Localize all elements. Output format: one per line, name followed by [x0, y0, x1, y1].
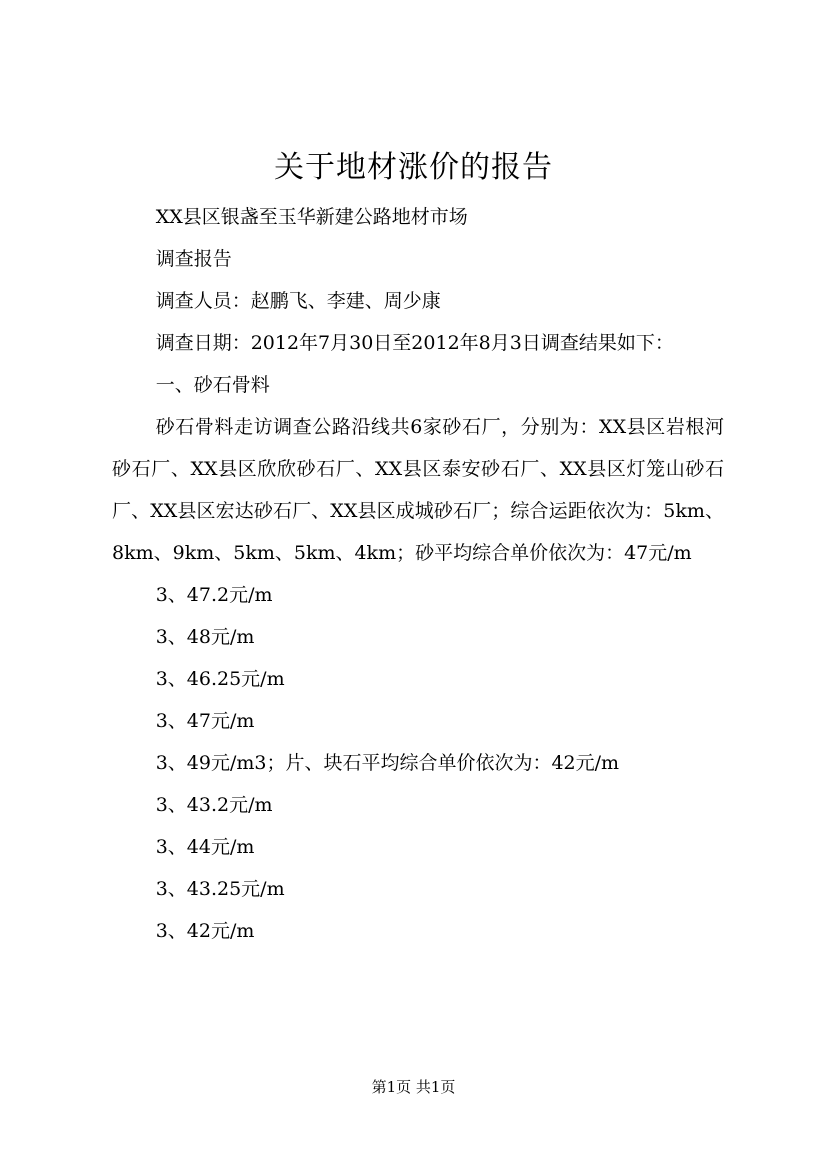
page-footer: 第1页 共1页	[371, 1078, 456, 1096]
price-line: 3、44元/m	[155, 836, 255, 858]
price-line: 3、49元/m3；片、块石平均综合单价依次为：42元/m	[155, 752, 620, 774]
price-line: 3、47元/m	[155, 710, 255, 732]
paragraph-survey-report: 调查报告	[155, 248, 232, 270]
paragraph-aggregate-details: 砂石骨料走访调查公路沿线共6家砂石厂，分别为：XX县区岩根河砂石厂、XX县区欣欣砂石厂、XX县区泰安砂石厂、XX县区灯笼山砂石厂、XX县区宏达砂石厂、XX县区成城砂石厂；综合运距依次为：5km、8km、9km、5km、5km、4km；砂平均综合单价依次为：47元/m	[112, 416, 724, 564]
paragraph-road-market: XX县区银盏至玉华新建公路地材市场	[155, 206, 468, 228]
document-body	[112, 196, 724, 952]
section-heading-aggregate: 一、砂石骨料	[155, 374, 270, 396]
price-line: 3、42元/m	[155, 920, 255, 942]
price-line: 3、46.25元/m	[155, 668, 285, 690]
paragraph-survey-staff: 调查人员：赵鹏飞、李建、周少康	[155, 290, 441, 312]
price-line: 3、48元/m	[155, 626, 255, 648]
paragraph-survey-date: 调查日期：2012年7月30日至2012年8月3日调查结果如下：	[155, 332, 674, 354]
price-line: 3、47.2元/m	[155, 584, 273, 606]
price-line: 3、43.25元/m	[155, 878, 285, 900]
price-line: 3、43.2元/m	[155, 794, 273, 816]
document-title: 关于地材涨价的报告	[274, 150, 553, 185]
